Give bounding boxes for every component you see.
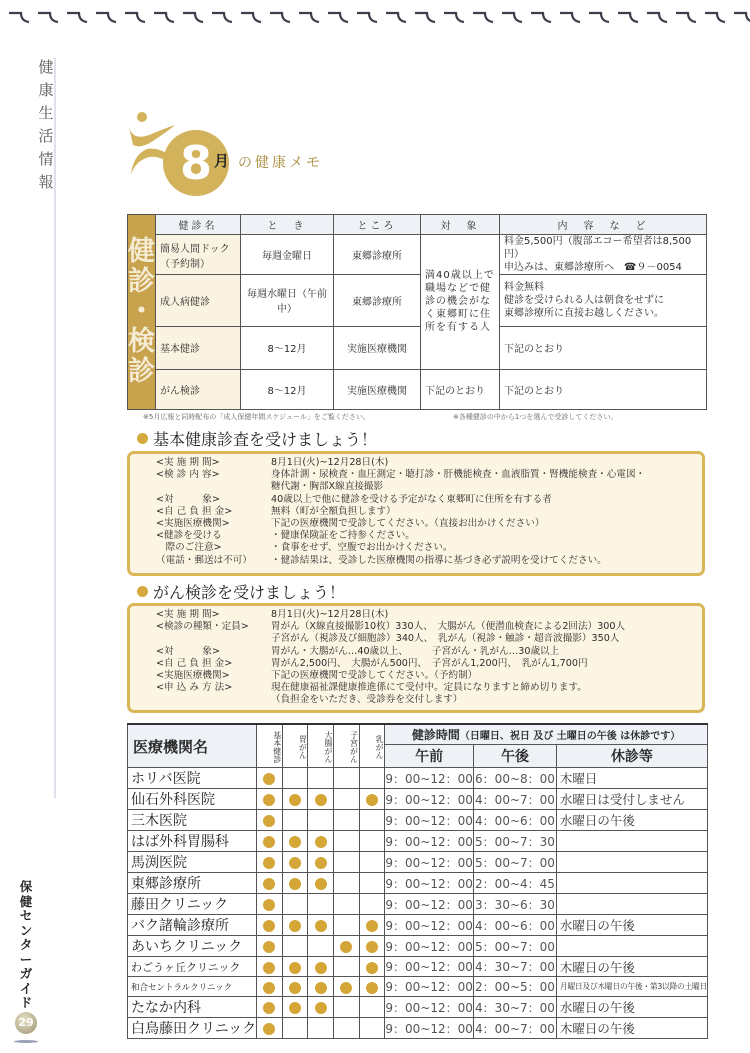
availability-cell xyxy=(308,831,334,852)
availability-cell xyxy=(282,831,308,852)
availability-cell xyxy=(308,997,334,1018)
clinic-name: わごうヶ丘クリニック xyxy=(128,957,257,977)
heading-text: 基本健康診査を受けましょう！ xyxy=(153,430,378,449)
info-label: 際のご注意> xyxy=(156,542,222,554)
header-hours-label: 健診時間 xyxy=(411,728,460,743)
availability-cell xyxy=(308,810,334,831)
info-value: 胃がん2,500円、 大腸がん500円、 子宮がん1,200円、 乳がん1,700円 xyxy=(271,657,588,669)
side-label-dot: ・ xyxy=(128,296,155,327)
availability-cell xyxy=(257,852,283,873)
closed-days: 水曜日の午後 xyxy=(556,915,707,936)
info-label: <検診の種類・定員> xyxy=(156,621,249,633)
header-am: 午前 xyxy=(385,745,474,768)
availability-cell xyxy=(333,936,359,957)
availability-cell xyxy=(308,852,334,873)
availability-cell xyxy=(282,768,308,789)
checkup-where: 東郷診療所 xyxy=(334,235,421,275)
clinic-row xyxy=(128,997,708,1018)
info-row xyxy=(130,506,702,518)
availability-cell xyxy=(282,852,308,873)
hours-am: 9：00~12：00 xyxy=(385,915,474,936)
info-value: 現在健康福祉課健康推進係にて受付中。定員になりますと締め切ります。 xyxy=(271,682,587,694)
availability-cell xyxy=(257,1018,283,1039)
checkup-content: 下記のとおり xyxy=(500,326,707,369)
available-dot-icon xyxy=(289,1002,301,1014)
info-value: 胃がん（X線直接撮影10枚）330人、 大腸がん（便潜血検査による2回法）300人 xyxy=(271,621,626,633)
title-month-number: 8 xyxy=(179,136,212,190)
available-dot-icon xyxy=(263,982,275,994)
clinic-name: 和合セントラルクリニック xyxy=(128,977,257,997)
availability-cell xyxy=(333,768,359,789)
closed-days: 木曜日の午後 xyxy=(556,957,707,977)
info-row xyxy=(130,530,702,542)
availability-cell xyxy=(359,852,385,873)
availability-cell xyxy=(333,789,359,810)
available-dot-icon xyxy=(289,920,301,932)
available-dot-icon xyxy=(263,857,275,869)
availability-cell xyxy=(308,789,334,810)
available-dot-icon xyxy=(289,962,301,974)
checkup-name: 簡易人間ドック（予約制） xyxy=(156,235,241,275)
availability-cell xyxy=(282,1018,308,1039)
clinic-name: バク諸輪診療所 xyxy=(128,915,257,936)
availability-cell xyxy=(257,915,283,936)
hours-pm: 5：00~7：00 xyxy=(474,936,557,957)
clinic-name: 三木医院 xyxy=(128,810,257,831)
available-dot-icon xyxy=(315,982,327,994)
checkup-content: 料金5,500円（腹部エコー希望者は8,500円） 申込みは、東郷診療所へ ☎９－0054 xyxy=(500,235,707,275)
closed-days xyxy=(556,873,707,894)
clinic-row xyxy=(128,810,708,831)
hours-pm: 4：30~7：00 xyxy=(474,997,557,1018)
availability-cell xyxy=(359,831,385,852)
clinic-row xyxy=(128,977,708,997)
info-value: ・健診結果は、受診した医療機関の指導に基づき必ず説明を受けてください。 xyxy=(271,554,607,566)
hours-pm: 2：00~4：45 xyxy=(474,873,557,894)
availability-cell xyxy=(359,957,385,977)
heading-text: がん検診を受けましょう！ xyxy=(153,583,346,602)
info-value: 無料（町が全額負担します） xyxy=(271,505,396,517)
closed-days xyxy=(556,936,707,957)
clinic-name: ホリバ医院 xyxy=(128,768,257,789)
availability-cell xyxy=(257,997,283,1018)
available-dot-icon xyxy=(289,982,301,994)
info-row xyxy=(130,658,702,670)
info-label: <自 己 負 担 金> xyxy=(156,505,233,517)
table-row xyxy=(128,235,707,275)
closed-days: 月曜日及び木曜日の午後・第3以降の土曜日 xyxy=(556,977,707,997)
availability-cell xyxy=(308,894,334,915)
info-value: ・食事をせず、空腹でお出かけください。 xyxy=(271,542,453,554)
availability-cell xyxy=(257,768,283,789)
clinic-row xyxy=(128,789,708,810)
closed-days: 水曜日の午後 xyxy=(556,810,707,831)
header-when: と き xyxy=(241,215,334,235)
closed-days xyxy=(556,852,707,873)
available-dot-icon xyxy=(315,1002,327,1014)
closed-days xyxy=(556,831,707,852)
header-target: 対 象 xyxy=(421,215,500,235)
available-dot-icon xyxy=(263,773,275,785)
title-month-label: 月 xyxy=(214,152,230,170)
clinic-name: たなか内科 xyxy=(128,997,257,1018)
basic-checkup-info-box xyxy=(127,451,705,576)
section-label-health-info: 健康生活情報 xyxy=(38,58,54,191)
available-dot-icon xyxy=(289,794,301,806)
header-basic-checkup: 基本健診 xyxy=(257,724,283,768)
hours-pm: 3：30~6：30 xyxy=(474,894,557,915)
availability-cell xyxy=(282,915,308,936)
availability-cell xyxy=(333,831,359,852)
info-row xyxy=(130,494,702,506)
availability-cell xyxy=(359,873,385,894)
info-label: <検 診 内 容> xyxy=(156,469,220,481)
available-dot-icon xyxy=(263,878,275,890)
wave-border-decoration xyxy=(0,8,750,30)
available-dot-icon xyxy=(315,794,327,806)
clinic-name: 仙石外科医院 xyxy=(128,789,257,810)
info-value: 胃がん・大腸がん…40歳以上、 子宮がん・乳がん…30歳以上 xyxy=(271,645,560,657)
info-label xyxy=(130,481,271,493)
side-label-screening: 検診 xyxy=(128,326,155,387)
checkup-name: 基本健診 xyxy=(156,326,241,369)
checkup-where: 実施医療機関 xyxy=(334,326,421,369)
info-row xyxy=(130,609,702,621)
checkup-content: 下記のとおり xyxy=(500,369,707,409)
available-dot-icon xyxy=(263,836,275,848)
closed-days: 木曜日の午後 xyxy=(556,1018,707,1039)
info-value: 身体計測・尿検査・血圧測定・聴打診・肝機能検査・血液脂質・腎機能検査・心電図・ xyxy=(271,469,646,481)
availability-cell xyxy=(333,1018,359,1039)
info-value: 子宮がん（視診及び細胞診）340人、 乳がん（視診・触診・超音波撮影）350人 xyxy=(271,633,620,645)
footnote-schedule: ※5月広報と同時配布の「成人保健年間スケジュール」をご覧ください。 xyxy=(143,413,370,421)
info-label: <健診を受ける xyxy=(156,530,222,542)
available-dot-icon xyxy=(263,1002,275,1014)
availability-cell xyxy=(282,977,308,997)
hours-am: 9：00~12：00 xyxy=(385,997,474,1018)
info-label: （電話・郵送は不可） xyxy=(156,554,252,566)
availability-cell xyxy=(257,789,283,810)
checkup-when: 8～12月 xyxy=(241,326,334,369)
checkup-content: 料金無料 健診を受けられる人は朝食をせずに 東郷診療所に直接お越しください。 xyxy=(500,275,707,326)
availability-cell xyxy=(308,768,334,789)
info-value: （負担金をいただき、受診券を交付します） xyxy=(271,694,463,706)
available-dot-icon xyxy=(289,878,301,890)
info-label: <申 込 み 方 法> xyxy=(156,682,233,694)
info-label: <実 施 期 間> xyxy=(156,609,220,620)
page-number: 29 xyxy=(15,1012,37,1034)
header-content: 内 容 な ど xyxy=(500,215,707,235)
checkup-when: 毎週水曜日（午前中） xyxy=(241,275,334,326)
hours-am: 9：00~12：00 xyxy=(385,873,474,894)
availability-cell xyxy=(359,915,385,936)
hours-am: 9：00~12：00 xyxy=(385,789,474,810)
header-stomach-cancer: 胃がん xyxy=(282,724,308,768)
hours-pm: 4：00~7：00 xyxy=(474,789,557,810)
availability-cell xyxy=(257,810,283,831)
info-label xyxy=(130,633,271,645)
availability-cell xyxy=(359,936,385,957)
section-heading-cancer xyxy=(137,580,345,603)
hours-pm: 4：30~7：00 xyxy=(474,957,557,977)
available-dot-icon xyxy=(366,982,378,994)
table-row xyxy=(128,326,707,369)
availability-cell xyxy=(333,852,359,873)
info-row xyxy=(130,555,702,567)
availability-cell xyxy=(257,957,283,977)
header-pm: 午後 xyxy=(474,745,557,768)
info-row xyxy=(130,694,702,706)
checkup-where: 実施医療機関 xyxy=(334,369,421,409)
availability-cell xyxy=(333,894,359,915)
available-dot-icon xyxy=(315,920,327,932)
availability-cell xyxy=(308,957,334,977)
header-hours-note: （日曜日、祝日 及び 土曜日の午後 は休診です） xyxy=(459,731,681,743)
available-dot-icon xyxy=(315,878,327,890)
info-value: 下記の医療機関で受診してください。（予約制） xyxy=(271,670,478,682)
hours-am: 9：00~12：00 xyxy=(385,957,474,977)
available-dot-icon xyxy=(366,941,378,953)
available-dot-icon xyxy=(263,899,275,911)
availability-cell xyxy=(333,977,359,997)
side-label-checkup: 健診 xyxy=(128,236,155,297)
available-dot-icon xyxy=(366,794,378,806)
available-dot-icon xyxy=(263,962,275,974)
table-row xyxy=(128,369,707,409)
availability-cell xyxy=(308,936,334,957)
checkup-name: 成人病健診 xyxy=(156,275,241,326)
availability-cell xyxy=(333,810,359,831)
clinic-row xyxy=(128,894,708,915)
clinic-name: 東郷診療所 xyxy=(128,873,257,894)
clinic-name: あいちクリニック xyxy=(128,936,257,957)
clinic-name: はば外科胃腸科 xyxy=(128,831,257,852)
header-hours xyxy=(385,724,708,745)
available-dot-icon xyxy=(263,920,275,932)
availability-cell xyxy=(282,873,308,894)
available-dot-icon xyxy=(263,1023,275,1035)
header-uterine-cancer: 子宮がん xyxy=(333,724,359,768)
clinic-name: 馬渕医院 xyxy=(128,852,257,873)
info-row xyxy=(130,621,702,633)
checkup-when: 毎週金曜日 xyxy=(241,235,334,275)
footnote-choose-one: ※各種健診の中から1つを選んで受診してください。 xyxy=(453,413,618,421)
availability-cell xyxy=(359,768,385,789)
checkup-schedule-table xyxy=(127,214,707,410)
available-dot-icon xyxy=(340,941,352,953)
availability-cell xyxy=(359,894,385,915)
info-row xyxy=(130,518,702,530)
clinic-row xyxy=(128,852,708,873)
availability-cell xyxy=(257,873,283,894)
availability-cell xyxy=(257,894,283,915)
info-value: 40歳以上で他に健診を受ける予定がなく東郷町に住所を有する者 xyxy=(271,493,552,505)
info-row xyxy=(130,481,702,493)
info-row xyxy=(130,682,702,694)
page-title: の健康メモ xyxy=(238,155,323,171)
bullet-dot-icon xyxy=(137,586,148,597)
checkup-target: 下記のとおり xyxy=(421,369,500,409)
checkup-where: 東郷診療所 xyxy=(334,275,421,326)
closed-days: 水曜日は受付しません xyxy=(556,789,707,810)
info-label: <実 施 期 間> xyxy=(156,457,220,468)
hours-pm: 2：00~5：00 xyxy=(474,977,557,997)
clinic-name: 藤田クリニック xyxy=(128,894,257,915)
clinic-row xyxy=(128,915,708,936)
availability-cell xyxy=(333,997,359,1018)
checkup-side-label xyxy=(128,215,156,410)
availability-cell xyxy=(282,894,308,915)
availability-cell xyxy=(308,1018,334,1039)
availability-cell xyxy=(333,915,359,936)
hours-am: 9：00~12：00 xyxy=(385,810,474,831)
available-dot-icon xyxy=(366,920,378,932)
info-label: <対 象> xyxy=(156,645,221,657)
hours-pm: 6：00~8：00 xyxy=(474,768,557,789)
available-dot-icon xyxy=(315,836,327,848)
info-row xyxy=(130,633,702,645)
page-number-shadow xyxy=(14,1040,38,1043)
hours-am: 9：00~12：00 xyxy=(385,1018,474,1039)
availability-cell xyxy=(282,936,308,957)
availability-cell xyxy=(257,831,283,852)
hours-am: 9：00~12：00 xyxy=(385,852,474,873)
availability-cell xyxy=(359,977,385,997)
availability-cell xyxy=(282,957,308,977)
availability-cell xyxy=(308,915,334,936)
availability-cell xyxy=(333,873,359,894)
closed-days: 木曜日 xyxy=(556,768,707,789)
closed-days xyxy=(556,894,707,915)
availability-cell xyxy=(308,873,334,894)
info-value: ・健康保険証をご持参ください。 xyxy=(271,530,415,542)
available-dot-icon xyxy=(340,982,352,994)
availability-cell xyxy=(282,789,308,810)
table-row xyxy=(128,275,707,326)
info-label: <実施医療機関> xyxy=(156,518,230,530)
hours-am: 9：00~12：00 xyxy=(385,936,474,957)
clinic-row xyxy=(128,768,708,789)
available-dot-icon xyxy=(366,962,378,974)
hours-pm: 5：00~7：00 xyxy=(474,852,557,873)
available-dot-icon xyxy=(263,794,275,806)
available-dot-icon xyxy=(263,815,275,827)
clinic-row xyxy=(128,873,708,894)
hours-pm: 4：00~7：00 xyxy=(474,1018,557,1039)
checkup-shared-target: 満40歳以上で職場などで健診の機会がなく東郷町に住所を有する人 xyxy=(421,235,500,370)
info-row xyxy=(130,646,702,658)
bullet-dot-icon xyxy=(137,433,148,444)
section-heading-basic xyxy=(137,427,377,450)
available-dot-icon xyxy=(289,857,301,869)
availability-cell xyxy=(359,810,385,831)
availability-cell xyxy=(282,810,308,831)
available-dot-icon xyxy=(315,857,327,869)
availability-cell xyxy=(359,997,385,1018)
availability-cell xyxy=(359,789,385,810)
clinic-row xyxy=(128,1018,708,1039)
clinic-row xyxy=(128,957,708,977)
checkup-name: がん検診 xyxy=(156,369,241,409)
info-row xyxy=(130,670,702,682)
closed-days: 水曜日の午後 xyxy=(556,997,707,1018)
hours-am: 9：00~12：00 xyxy=(385,894,474,915)
checkup-when: 8～12月 xyxy=(241,369,334,409)
info-label xyxy=(130,694,271,706)
info-label: <実施医療機関> xyxy=(156,670,230,682)
header-holiday: 休診等 xyxy=(556,745,707,768)
info-row xyxy=(130,542,702,554)
side-divider xyxy=(54,58,56,798)
availability-cell xyxy=(282,997,308,1018)
info-row xyxy=(130,457,702,469)
info-label: <自 己 負 担 金> xyxy=(156,657,233,669)
clinic-row xyxy=(128,831,708,852)
header-breast-cancer: 乳がん xyxy=(359,724,385,768)
availability-cell xyxy=(257,977,283,997)
clinic-table xyxy=(127,723,708,1039)
info-value: 8月1日(火)~12月28日(木) xyxy=(271,609,389,620)
info-row xyxy=(130,469,702,481)
availability-cell xyxy=(257,936,283,957)
available-dot-icon xyxy=(315,962,327,974)
hours-am: 9：00~12：00 xyxy=(385,977,474,997)
info-value: 糖代謝・胸部X線直接撮影 xyxy=(271,481,384,493)
availability-cell xyxy=(333,957,359,977)
header-where: ところ xyxy=(334,215,421,235)
info-label: <対 象> xyxy=(156,493,221,505)
availability-cell xyxy=(359,1018,385,1039)
header-clinic-name: 医療機関名 xyxy=(128,724,257,768)
info-value: 下記の医療機関で受診してください。（直接お出かけください） xyxy=(271,518,545,530)
availability-cell xyxy=(308,977,334,997)
hours-am: 9：00~12：00 xyxy=(385,768,474,789)
hours-pm: 4：00~6：00 xyxy=(474,810,557,831)
clinic-name: 白鳥藤田クリニック xyxy=(128,1018,257,1039)
cancer-screening-info-box xyxy=(127,603,705,713)
header-checkup-name: 健診名 xyxy=(156,215,241,235)
section-label-center-guide: 保健センターガイド xyxy=(19,879,33,1010)
hours-am: 9：00~12：00 xyxy=(385,831,474,852)
header-colon-cancer: 大腸がん xyxy=(308,724,334,768)
clinic-row xyxy=(128,936,708,957)
available-dot-icon xyxy=(263,941,275,953)
info-value: 8月1日(火)~12月28日(木) xyxy=(271,457,389,468)
hours-pm: 4：00~6：00 xyxy=(474,915,557,936)
hours-pm: 5：00~7：30 xyxy=(474,831,557,852)
available-dot-icon xyxy=(289,836,301,848)
